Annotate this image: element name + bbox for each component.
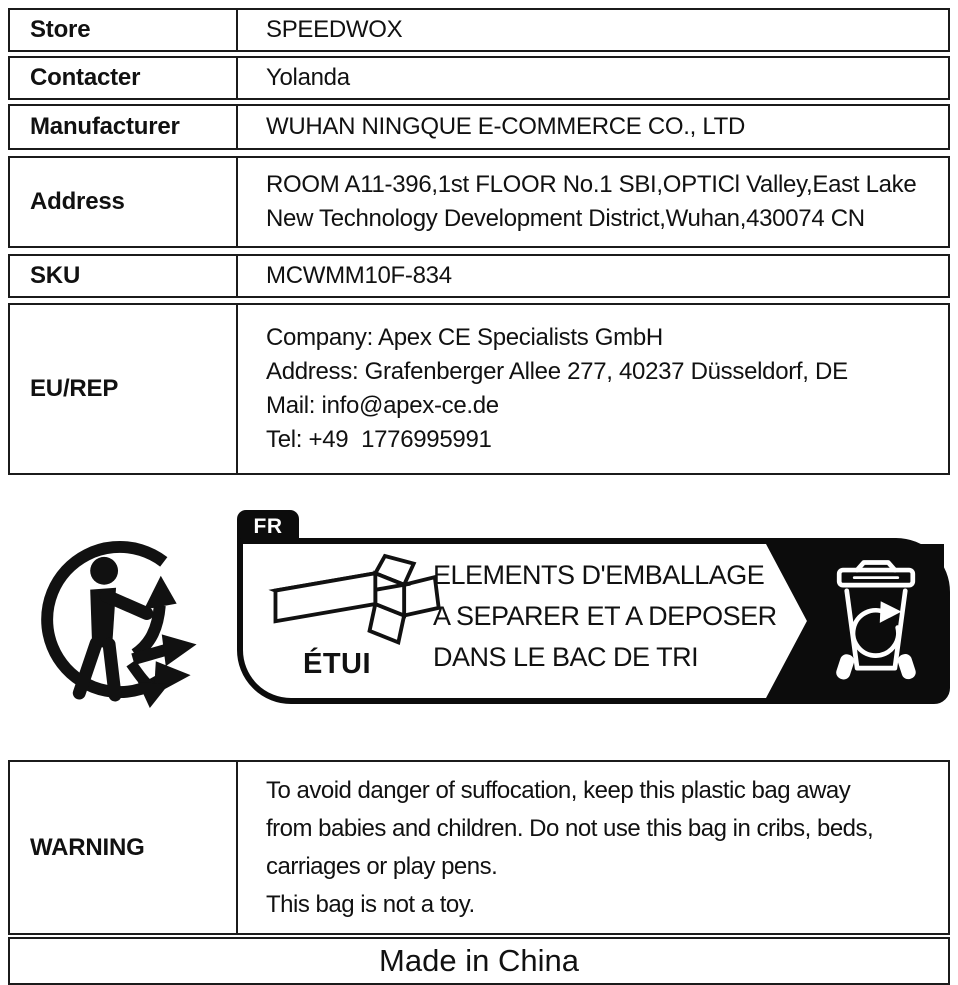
sorting-instructions <box>433 555 777 678</box>
info-tri-panel <box>237 538 950 704</box>
row-value <box>238 58 948 98</box>
warning-text <box>238 762 948 933</box>
row-label: SKU <box>10 256 238 296</box>
sorting-instruction-line: ELEMENTS D'EMBALLAGE <box>433 560 765 590</box>
info-row-address <box>8 156 950 248</box>
carton-case-icon <box>265 556 453 652</box>
row-value-text: Yolanda <box>266 64 350 91</box>
info-row-store <box>8 8 950 52</box>
warning-section <box>8 760 950 935</box>
row-label: Address <box>10 158 238 246</box>
warning-text-line: from babies and children. Do not use this bag in cribs, beds, <box>266 814 874 842</box>
row-value-line: Mail: info@apex-ce.de <box>266 392 499 419</box>
recycling-band <box>8 510 950 732</box>
info-row-sku <box>8 254 950 298</box>
row-value <box>238 305 948 473</box>
sorting-bin-cap <box>766 544 944 698</box>
row-value <box>238 158 948 246</box>
warning-label: WARNING <box>10 762 238 933</box>
warning-text-line: To avoid danger of suffocation, keep this plastic bag away <box>266 776 851 804</box>
row-value-text: WUHAN NINGQUE E-COMMERCE CO., LTD <box>266 113 745 140</box>
warning-text-line: carriages or play pens. <box>266 852 498 880</box>
row-label: Manufacturer <box>10 106 238 148</box>
info-row-contacter <box>8 56 950 100</box>
sorting-instruction-line: DANS LE BAC DE TRI <box>433 642 699 672</box>
triman-recycling-icon <box>33 538 215 702</box>
made-in-china-row <box>8 937 950 985</box>
row-value-text: MCWMM10F-834 <box>266 262 452 289</box>
sorting-instruction-line: A SEPARER ET A DEPOSER <box>433 601 777 631</box>
warning-text-line: This bag is not a toy. <box>266 890 475 918</box>
row-value-line: Address: Grafenberger Allee 277, 40237 Düsseldorf, DE <box>266 358 848 385</box>
row-value <box>238 10 948 50</box>
row-value <box>238 106 948 148</box>
package-part-label: ÉTUI <box>303 648 372 680</box>
row-value-line: New Technology Development District,Wuhan,430074 CN <box>266 205 865 232</box>
row-value-line: ROOM A11-396,1st FLOOR No.1 SBI,OPTICl Valley,East Lake <box>266 171 917 198</box>
recycling-bin-icon <box>826 557 926 685</box>
product-info-table <box>8 8 950 475</box>
row-value-line: Tel: +49 1776995991 <box>266 426 492 453</box>
info-row-manufacturer <box>8 104 950 150</box>
row-value-text: SPEEDWOX <box>266 16 403 43</box>
row-label: Contacter <box>10 58 238 98</box>
info-row-eu-rep <box>8 303 950 475</box>
row-label: Store <box>10 10 238 50</box>
fr-country-tag: FR <box>237 510 299 544</box>
made-in-china-text: Made in China <box>379 943 579 978</box>
row-value-line: Company: Apex CE Specialists GmbH <box>266 324 663 351</box>
row-value <box>238 256 948 296</box>
row-label: EU/REP <box>10 305 238 473</box>
